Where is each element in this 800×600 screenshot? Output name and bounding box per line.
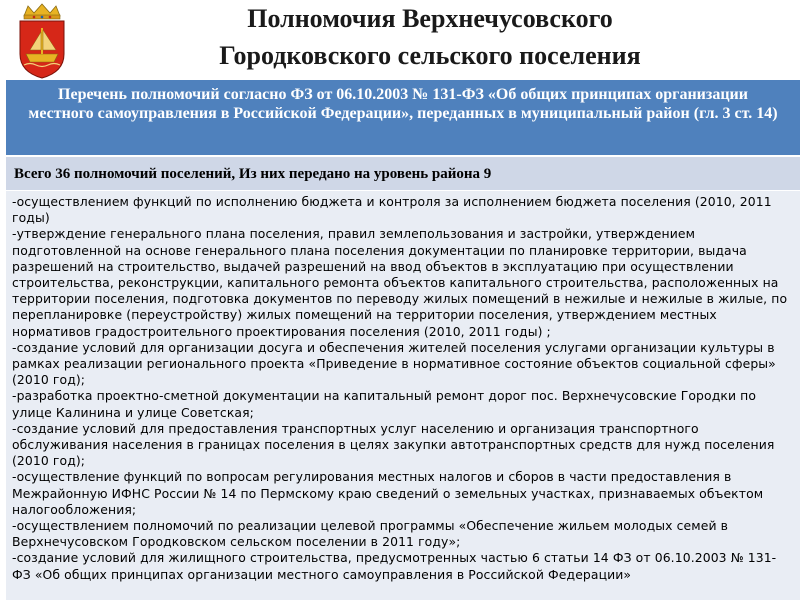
list-item: -осуществлением функций по исполнению бюджета и контроля за исполнением бюджета поселения (2010, 2011 годы) <box>12 194 772 226</box>
title-line-2: Городковского сельского поселения <box>219 41 641 70</box>
summary-row: Всего 36 полномочий поселений, Из них передано на уровень района 9 <box>6 157 800 191</box>
list-item: -осуществление функций по вопросам регулирования местных налогов и сборов в части предоставления в Межрайонную ИФНС России № 14 по Пермскому краю сведений о земельных участках, признаваемых объектом налогообложения; <box>12 469 764 517</box>
list-item: -создание условий для жилищного строительства, предусмотренных частью 6 статьи 14 ФЗ от 06.10.2003 № 131-ФЗ «Об общих принципах организации местного самоуправления в Российской Федерации» <box>12 550 777 582</box>
list-item: -создание условий для предоставления транспортных услуг населению и организация транспортного обслуживания населения в границах поселения в целях закупки автотранспортных средств для нужд поселения (2010 год); <box>12 420 775 469</box>
powers-list <box>6 191 800 600</box>
title-line-1: Полномочия Верхнечусовского <box>247 4 613 33</box>
list-item: -разработка проектно-сметной документации на капитальный ремонт дорог пос. Верхнечусовские Городки по улице Калинина и улице Советская; <box>12 388 757 420</box>
page-title <box>80 0 780 74</box>
table-header: Перечень полномочий согласно ФЗ от 06.10.2003 № 131-ФЗ «Об общих принципах организации местного самоуправления в Российской Федерации», переданных в муниципальный район (гл. 3 ст. 14) <box>6 80 800 157</box>
list-item: -осуществлением полномочий по реализации целевой программы «Обеспечение жильем молодых семей в Верхнечусовском Городковском сельском поселении в 2011 году»; <box>12 518 729 550</box>
coat-of-arms-icon <box>14 2 70 80</box>
list-item: -утверждение генерального плана поселения, правил землепользования и застройки, утверждением подготовленной на основе генерального плана поселения документации по планировке территории, выдача разрешений на строительство, выдачей разрешений на ввод объектов в эксплуатацию при осуществлении строительства, реконструкции, капитального ремонта объектов капитального строительства, расположенных на территории поселения, подготовка документов по переводу жилых помещений в нежилые и нежилые в жилые, по перепланировке (переустройству) жилых помещений на территории поселения, утверждением местных нормативов градостроительного проектирования поселения (2010, 2011 годы) ; <box>12 226 788 339</box>
list-item: -создание условий для организации досуга и обеспечения жителей поселения услугами организации культуры в рамках реализации регионального проекта «Приведение в нормативное состояние объектов социальной сферы» (2010 год); <box>12 339 776 388</box>
